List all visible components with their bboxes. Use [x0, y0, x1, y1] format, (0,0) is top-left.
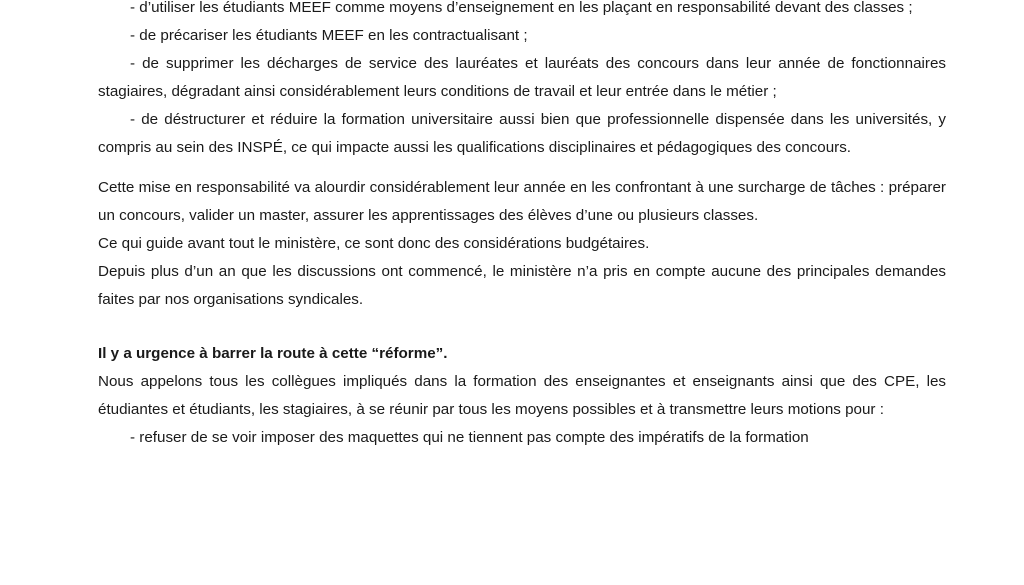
bullet-refuser-maquettes: - refuser de se voir imposer des maquettes qui ne tiennent pas compte des impératifs de la formation — [130, 429, 809, 446]
document-page — [98, 0, 946, 452]
bullet-utiliser-etudiants: - d’utiliser les étudiants MEEF comme moyens d’enseignement en les plaçant en responsabilité devant des classes ; — [130, 0, 913, 16]
paragraph-mise-en-responsabilite: Cette mise en responsabilité va alourdir considérablement leur année en les confrontant à une surcharge de tâches : préparer un concours, valider un master, assurer les apprentissages des élèves d’une ou plusieurs classes. — [98, 179, 946, 224]
paragraph-discussions: Depuis plus d’un an que les discussions ont commencé, le ministère n’a pris en compte aucune des principales demandes faites par nos organisations syndicales. — [98, 263, 946, 308]
heading-urgence: Il y a urgence à barrer la route à cette “réforme”. — [98, 345, 448, 362]
paragraph-appel: Nous appelons tous les collègues impliqués dans la formation des enseignantes et enseignants ainsi que des CPE, les étudiantes et étudiants, les stagiaires, à se réunir par tous les moyens possibles et à transmettre leurs motions pour : — [98, 373, 946, 418]
bullet-destructurer-formation: - de déstructurer et réduire la formation universitaire aussi bien que professionnelle dispensée dans les universités, y compris au sein des INSPÉ, ce qui impacte aussi les qualifications disciplinaires et pédagogiques des concours. — [98, 111, 946, 156]
bullet-precariser: - de précariser les étudiants MEEF en les contractualisant ; — [130, 27, 528, 44]
paragraph-ministere: Ce qui guide avant tout le ministère, ce sont donc des considérations budgétaires. — [98, 235, 650, 252]
bullet-supprimer-decharges: - de supprimer les décharges de service des lauréates et lauréats des concours dans leur année de fonctionnaires stagiaires, dégradant ainsi considérablement leurs conditions de travail et leur entrée dans le métier ; — [98, 55, 946, 100]
